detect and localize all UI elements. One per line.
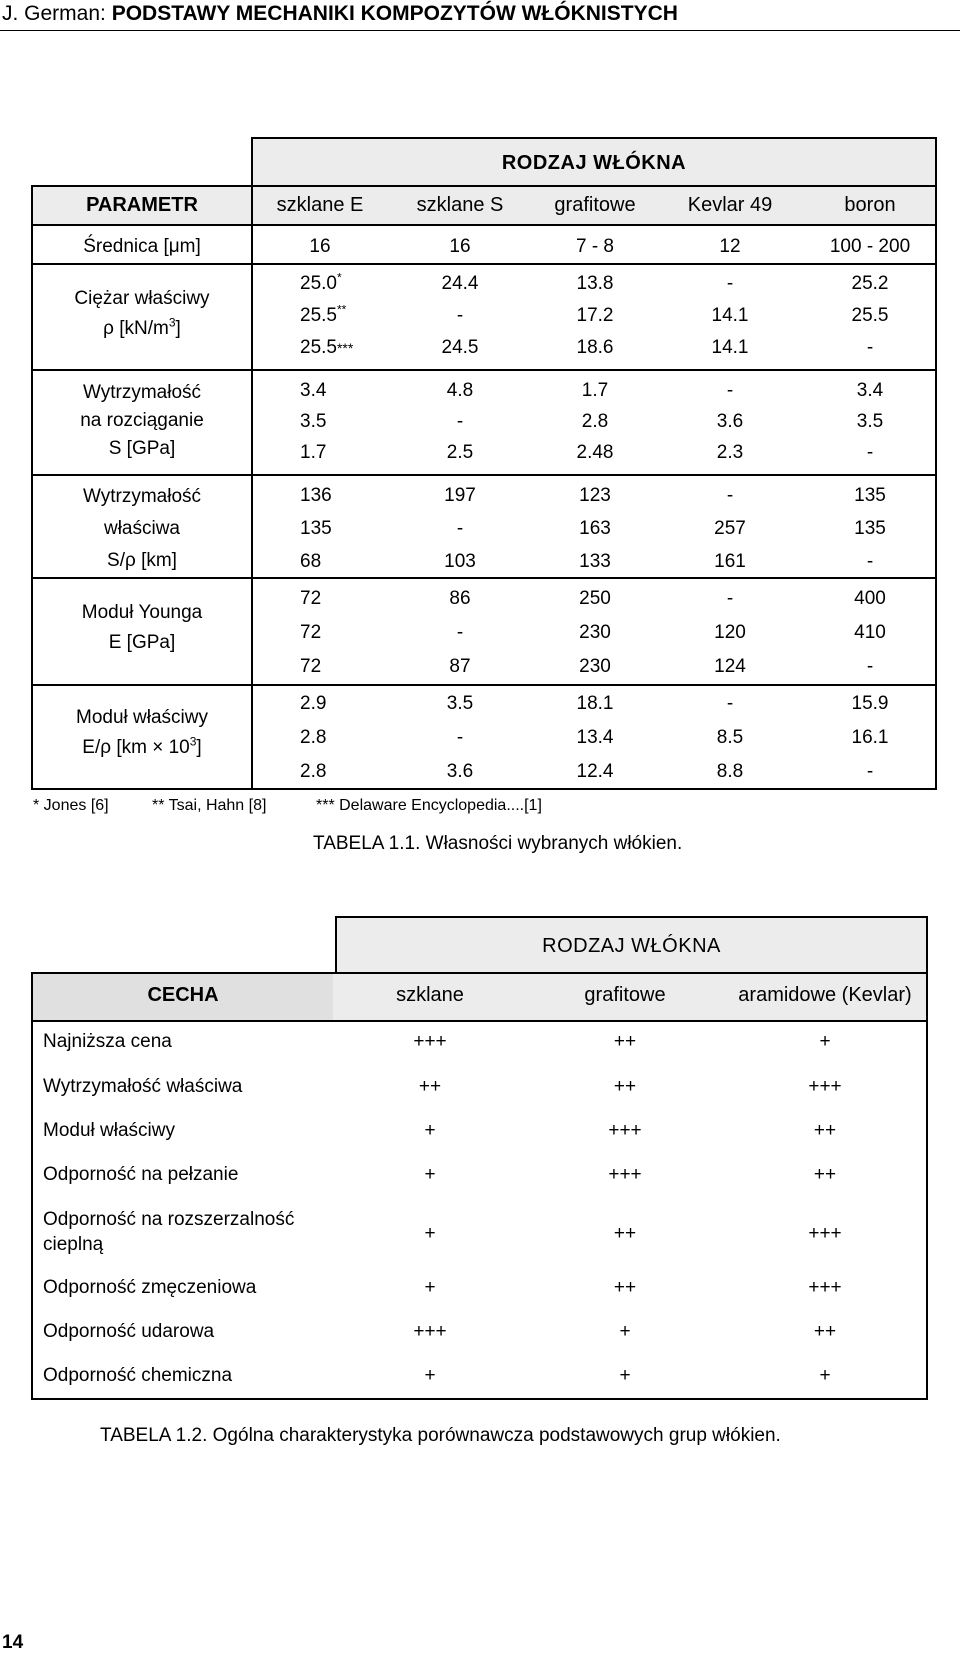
specific-strength-cell: 103 bbox=[444, 551, 476, 572]
feature-label: Odporność na rozszerzalność bbox=[43, 1209, 295, 1230]
strength-cell: - bbox=[456, 411, 464, 432]
specific-modulus-exponent: 3 bbox=[189, 734, 197, 749]
strength-cell: 2.5 bbox=[446, 442, 474, 463]
specific-strength-label-line: Wytrzymałość bbox=[82, 486, 202, 507]
rating-cell: + bbox=[424, 1164, 436, 1185]
rating-cell: ++ bbox=[813, 1164, 837, 1185]
specific-strength-cell: 135 bbox=[854, 518, 886, 539]
weight-value: 25.5 bbox=[300, 337, 337, 358]
weight-cell: - bbox=[866, 337, 874, 358]
weight-cell: 25.2 bbox=[851, 273, 889, 294]
specific-modulus-cell: 12.4 bbox=[576, 761, 614, 782]
specific-strength-cell: 135 bbox=[300, 518, 332, 539]
feature-label-line2: cieplną bbox=[43, 1234, 104, 1255]
strength-label-line: S [GPa] bbox=[108, 438, 176, 459]
weight-cell: 14.1 bbox=[711, 337, 749, 358]
strength-label-line: Wytrzymałość bbox=[82, 382, 202, 403]
footnote-tsai-hahn: ** Tsai, Hahn [8] bbox=[152, 797, 267, 814]
specific-modulus-cell: 16.1 bbox=[851, 727, 889, 748]
strength-cell: 3.6 bbox=[716, 411, 744, 432]
feature-label: Odporność zmęczeniowa bbox=[43, 1277, 257, 1298]
specific-modulus-cell: - bbox=[726, 693, 734, 714]
rating-cell: + bbox=[819, 1365, 831, 1386]
specific-modulus-cell: 2.8 bbox=[300, 761, 327, 782]
table1-rule bbox=[31, 224, 937, 226]
rating-cell: +++ bbox=[413, 1031, 447, 1052]
weight-cell bbox=[300, 272, 342, 296]
specific-modulus-label bbox=[33, 703, 251, 763]
specific-modulus-cell: 3.5 bbox=[446, 693, 474, 714]
table1-rule bbox=[31, 474, 937, 476]
strength-label-line: na rozciąganie bbox=[80, 410, 204, 431]
diameter-label: Średnica [μm] bbox=[83, 236, 201, 257]
weight-cell: 13.8 bbox=[576, 273, 614, 294]
col-header: grafitowe bbox=[554, 194, 636, 216]
weight-cell bbox=[300, 336, 353, 360]
col-header: grafitowe bbox=[584, 984, 666, 1006]
young-cell: - bbox=[456, 622, 464, 643]
weight-cell: - bbox=[726, 273, 734, 294]
rating-cell: + bbox=[424, 1223, 436, 1244]
rating-cell: + bbox=[819, 1031, 831, 1052]
rating-cell: ++ bbox=[613, 1031, 637, 1052]
weight-cell bbox=[300, 304, 346, 328]
strength-cell: 2.8 bbox=[581, 411, 609, 432]
young-cell: - bbox=[726, 588, 734, 609]
rating-cell: +++ bbox=[608, 1164, 642, 1185]
specific-strength-cell: 123 bbox=[579, 485, 611, 506]
strength-cell: 3.5 bbox=[856, 411, 884, 432]
specific-strength-cell: 135 bbox=[854, 485, 886, 506]
rating-cell: + bbox=[619, 1365, 631, 1386]
rating-cell: ++ bbox=[613, 1076, 637, 1097]
footnote-mark: *** bbox=[336, 340, 354, 356]
rating-cell: +++ bbox=[413, 1321, 447, 1342]
young-cell: 72 bbox=[300, 622, 322, 643]
specific-modulus-cell: 2.9 bbox=[300, 693, 327, 714]
weight-cell: 18.6 bbox=[576, 337, 614, 358]
specific-strength-label-line: S/ρ [km] bbox=[107, 550, 177, 571]
feature-label: Odporność udarowa bbox=[43, 1321, 215, 1342]
strength-cell: - bbox=[726, 380, 734, 401]
young-cell: 86 bbox=[449, 588, 471, 609]
specific-strength-cell: - bbox=[456, 518, 464, 539]
rating-cell: + bbox=[424, 1365, 436, 1386]
specific-modulus-cell: 15.9 bbox=[851, 693, 889, 714]
specific-modulus-cell: 3.6 bbox=[446, 761, 474, 782]
strength-cell: 4.8 bbox=[446, 380, 474, 401]
table2-rule bbox=[31, 1020, 928, 1022]
weight-label bbox=[33, 284, 251, 344]
table1-rule bbox=[31, 369, 937, 371]
fiber-type-label: RODZAJ WŁÓKNA bbox=[501, 152, 687, 174]
fiber-type-group-header bbox=[251, 137, 937, 187]
young-label bbox=[33, 598, 251, 658]
young-cell: 124 bbox=[714, 656, 746, 677]
weight-cell: 17.2 bbox=[576, 305, 614, 326]
table1-rule bbox=[31, 263, 937, 265]
rating-cell: +++ bbox=[808, 1277, 842, 1298]
young-cell: 120 bbox=[714, 622, 746, 643]
table2-caption: TABELA 1.2. Ogólna charakterystyka porównawcza podstawowych grup włókien. bbox=[100, 1425, 781, 1446]
specific-strength-cell: 257 bbox=[714, 518, 746, 539]
rating-cell: + bbox=[424, 1277, 436, 1298]
young-cell: 72 bbox=[300, 588, 322, 609]
specific-strength-cell: 197 bbox=[444, 485, 476, 506]
specific-modulus-cell: 8.5 bbox=[716, 727, 744, 748]
specific-modulus-cell: - bbox=[866, 761, 874, 782]
col-header: aramidowe (Kevlar) bbox=[738, 984, 912, 1006]
diameter-cell: 12 bbox=[719, 236, 741, 257]
header-author: J. German: bbox=[2, 2, 112, 25]
weight-cell: 14.1 bbox=[711, 305, 749, 326]
strength-label bbox=[33, 379, 251, 463]
weight-unit-bracket: ] bbox=[175, 318, 181, 339]
rating-cell: + bbox=[424, 1120, 436, 1141]
strength-cell: 1.7 bbox=[581, 380, 609, 401]
young-cell: 230 bbox=[579, 656, 611, 677]
specific-modulus-label-line: Moduł właściwy bbox=[76, 707, 208, 728]
specific-strength-cell: - bbox=[866, 551, 874, 572]
young-cell: 400 bbox=[854, 588, 886, 609]
rating-cell: ++ bbox=[613, 1223, 637, 1244]
weight-unit-exponent: 3 bbox=[168, 315, 176, 330]
fiber-type-group-header-2 bbox=[335, 916, 928, 974]
specific-strength-cell: 161 bbox=[714, 551, 746, 572]
specific-modulus-cell: 2.8 bbox=[300, 727, 327, 748]
rating-cell: +++ bbox=[808, 1223, 842, 1244]
col-header: szklane S bbox=[416, 194, 504, 216]
young-cell: 250 bbox=[579, 588, 611, 609]
rating-cell: ++ bbox=[613, 1277, 637, 1298]
footnote-jones: * Jones [6] bbox=[33, 797, 109, 814]
young-cell: 230 bbox=[579, 622, 611, 643]
feature-label: Wytrzymałość właściwa bbox=[43, 1076, 243, 1097]
diameter-cell: 100 - 200 bbox=[829, 236, 911, 257]
col-header: szklane bbox=[396, 984, 464, 1006]
col-header: Kevlar 49 bbox=[687, 194, 773, 216]
feature-label: Odporność chemiczna bbox=[43, 1365, 233, 1386]
weight-unit-text: ρ [kN/m bbox=[103, 318, 169, 339]
specific-strength-cell: 163 bbox=[579, 518, 611, 539]
col-header: boron bbox=[844, 194, 896, 216]
strength-cell: 3.4 bbox=[856, 380, 884, 401]
strength-cell: 2.3 bbox=[716, 442, 744, 463]
feature-label: Odporność na pełzanie bbox=[43, 1164, 239, 1185]
strength-cell: 3.4 bbox=[300, 380, 327, 401]
specific-modulus-unit-text: E/ρ [km × 10 bbox=[82, 737, 190, 758]
strength-cell: 1.7 bbox=[300, 442, 327, 463]
col-header: szklane E bbox=[276, 194, 364, 216]
specific-strength-label bbox=[33, 481, 251, 577]
feature-label: Moduł właściwy bbox=[43, 1120, 175, 1141]
diameter-cell: 7 - 8 bbox=[575, 236, 615, 257]
rating-cell: +++ bbox=[808, 1076, 842, 1097]
table1-caption: TABELA 1.1. Własności wybranych włókien. bbox=[313, 833, 683, 854]
strength-cell: 2.48 bbox=[576, 442, 614, 463]
weight-cell: - bbox=[456, 305, 464, 326]
feature-header: CECHA bbox=[147, 984, 219, 1006]
weight-label-line: Ciężar właściwy bbox=[74, 288, 210, 309]
footnote-delaware: *** Delaware Encyclopedia....[1] bbox=[316, 797, 542, 814]
specific-strength-cell: 136 bbox=[300, 485, 332, 506]
weight-value: 25.5 bbox=[300, 305, 337, 326]
rating-cell: + bbox=[619, 1321, 631, 1342]
specific-modulus-unit bbox=[33, 733, 251, 763]
weight-label-unit bbox=[33, 314, 251, 344]
footnote-mark: ** bbox=[336, 302, 347, 317]
feature-label: Najniższa cena bbox=[43, 1031, 172, 1052]
header-title: PODSTAWY MECHANIKI KOMPOZYTÓW WŁÓKNISTYCH bbox=[111, 2, 678, 25]
param-header: PARAMETR bbox=[86, 194, 198, 216]
table1-divider bbox=[251, 187, 253, 788]
rating-cell: +++ bbox=[608, 1120, 642, 1141]
rating-cell: ++ bbox=[813, 1321, 837, 1342]
specific-strength-cell: 133 bbox=[579, 551, 611, 572]
specific-strength-cell: 68 bbox=[300, 551, 322, 572]
weight-value: 25.0 bbox=[300, 273, 337, 294]
young-cell: - bbox=[866, 656, 874, 677]
strength-cell: - bbox=[866, 442, 874, 463]
specific-strength-label-line: właściwa bbox=[103, 518, 181, 539]
weight-cell: 25.5 bbox=[851, 305, 889, 326]
specific-modulus-cell: - bbox=[456, 727, 464, 748]
specific-modulus-cell: 18.1 bbox=[576, 693, 614, 714]
strength-cell: 3.5 bbox=[300, 411, 327, 432]
young-label-line: Moduł Younga bbox=[81, 602, 203, 623]
diameter-cell: 16 bbox=[309, 236, 331, 257]
young-cell: 87 bbox=[449, 656, 471, 677]
page-number: 14 bbox=[2, 1632, 24, 1653]
young-cell: 410 bbox=[854, 622, 886, 643]
young-label-line: E [GPa] bbox=[108, 632, 176, 653]
fiber-type-label-2: RODZAJ WŁÓKNA bbox=[542, 935, 721, 957]
rating-cell: ++ bbox=[813, 1120, 837, 1141]
diameter-cell: 16 bbox=[449, 236, 471, 257]
weight-cell: 24.5 bbox=[441, 337, 479, 358]
young-cell: 72 bbox=[300, 656, 322, 677]
table1-rule bbox=[31, 577, 937, 579]
table1-rule bbox=[31, 684, 937, 686]
rating-cell: ++ bbox=[418, 1076, 442, 1097]
specific-modulus-cell: 13.4 bbox=[576, 727, 614, 748]
specific-strength-cell: - bbox=[726, 485, 734, 506]
footnote-mark: * bbox=[336, 270, 342, 285]
specific-modulus-bracket: ] bbox=[196, 737, 202, 758]
weight-cell: 24.4 bbox=[441, 273, 479, 294]
specific-modulus-cell: 8.8 bbox=[716, 761, 744, 782]
